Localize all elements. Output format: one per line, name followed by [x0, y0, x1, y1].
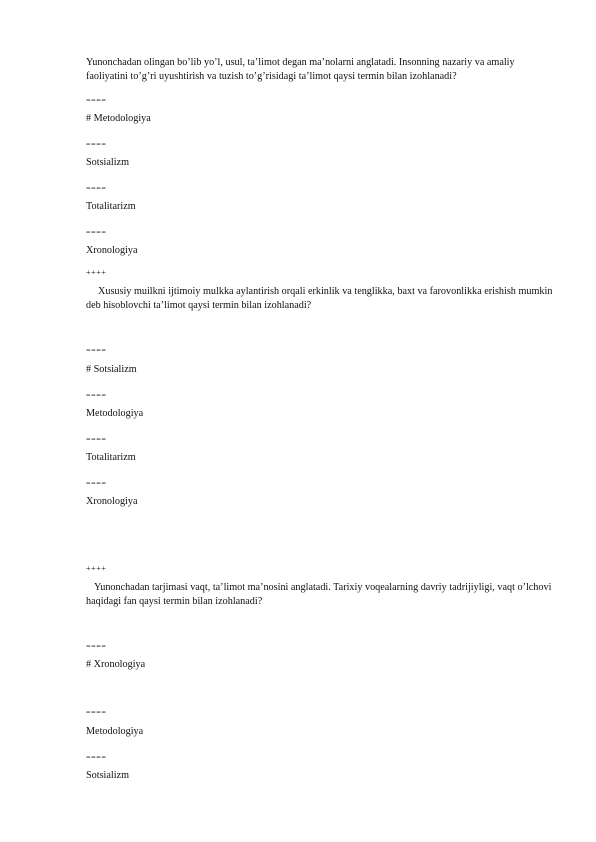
option-separator: ====: [86, 642, 107, 651]
option-separator: ====: [86, 753, 107, 762]
question-1-option-1: # Metodologiya: [86, 113, 151, 124]
question-3-option-1: # Xronologiya: [86, 659, 146, 670]
question-separator: ++++: [86, 564, 107, 573]
question-2-option-4: Xronologiya: [86, 496, 138, 507]
question-1-text: Yunonchadan olingan bo’lib yo’l, usul, ta’limot degan ma’nolarni anglatadi. Insonning nazariy va amaliy faoliyatini to’g’ri uyushtirish va tuzish to’g’risidagi ta’limot qaysi termin bilan izohlanadi?: [86, 57, 515, 82]
option-separator: ====: [86, 184, 107, 193]
option-separator: ====: [86, 96, 107, 105]
question-2-text: Xususiy muilkni ijtimoiy mulkka aylantirish orqali erkinlik va tenglikka, baxt va farovonlikka erishish mumkin deb hisoblovchi ta’limot qaysi termin bilan izohlanadi?: [86, 286, 553, 311]
option-separator: ====: [86, 391, 107, 400]
option-separator: ====: [86, 346, 107, 355]
option-separator: ====: [86, 140, 107, 149]
question-1-option-3: Totalitarizm: [86, 201, 136, 212]
question-1-option-4: Xronologiya: [86, 245, 138, 256]
question-separator: ++++: [86, 268, 107, 277]
option-separator: ====: [86, 435, 107, 444]
question-3-text: Yunonchadan tarjimasi vaqt, ta’limot ma’nosini anglatadi. Tarixiy voqealarning davriy tadrijiyligi, vaqt o’lchovi haqidagi fan qaysi termin bilan izohlanadi?: [86, 582, 552, 607]
option-separator: ====: [86, 479, 107, 488]
option-separator: ====: [86, 228, 107, 237]
question-3-option-2: Metodologiya: [86, 726, 144, 737]
question-3-option-3: Sotsializm: [86, 770, 130, 781]
question-2-option-1: # Sotsializm: [86, 364, 137, 375]
question-2-option-2: Metodologiya: [86, 408, 144, 419]
option-separator: ====: [86, 708, 107, 717]
question-1-option-2: Sotsializm: [86, 157, 130, 168]
question-2-option-3: Totalitarizm: [86, 452, 136, 463]
